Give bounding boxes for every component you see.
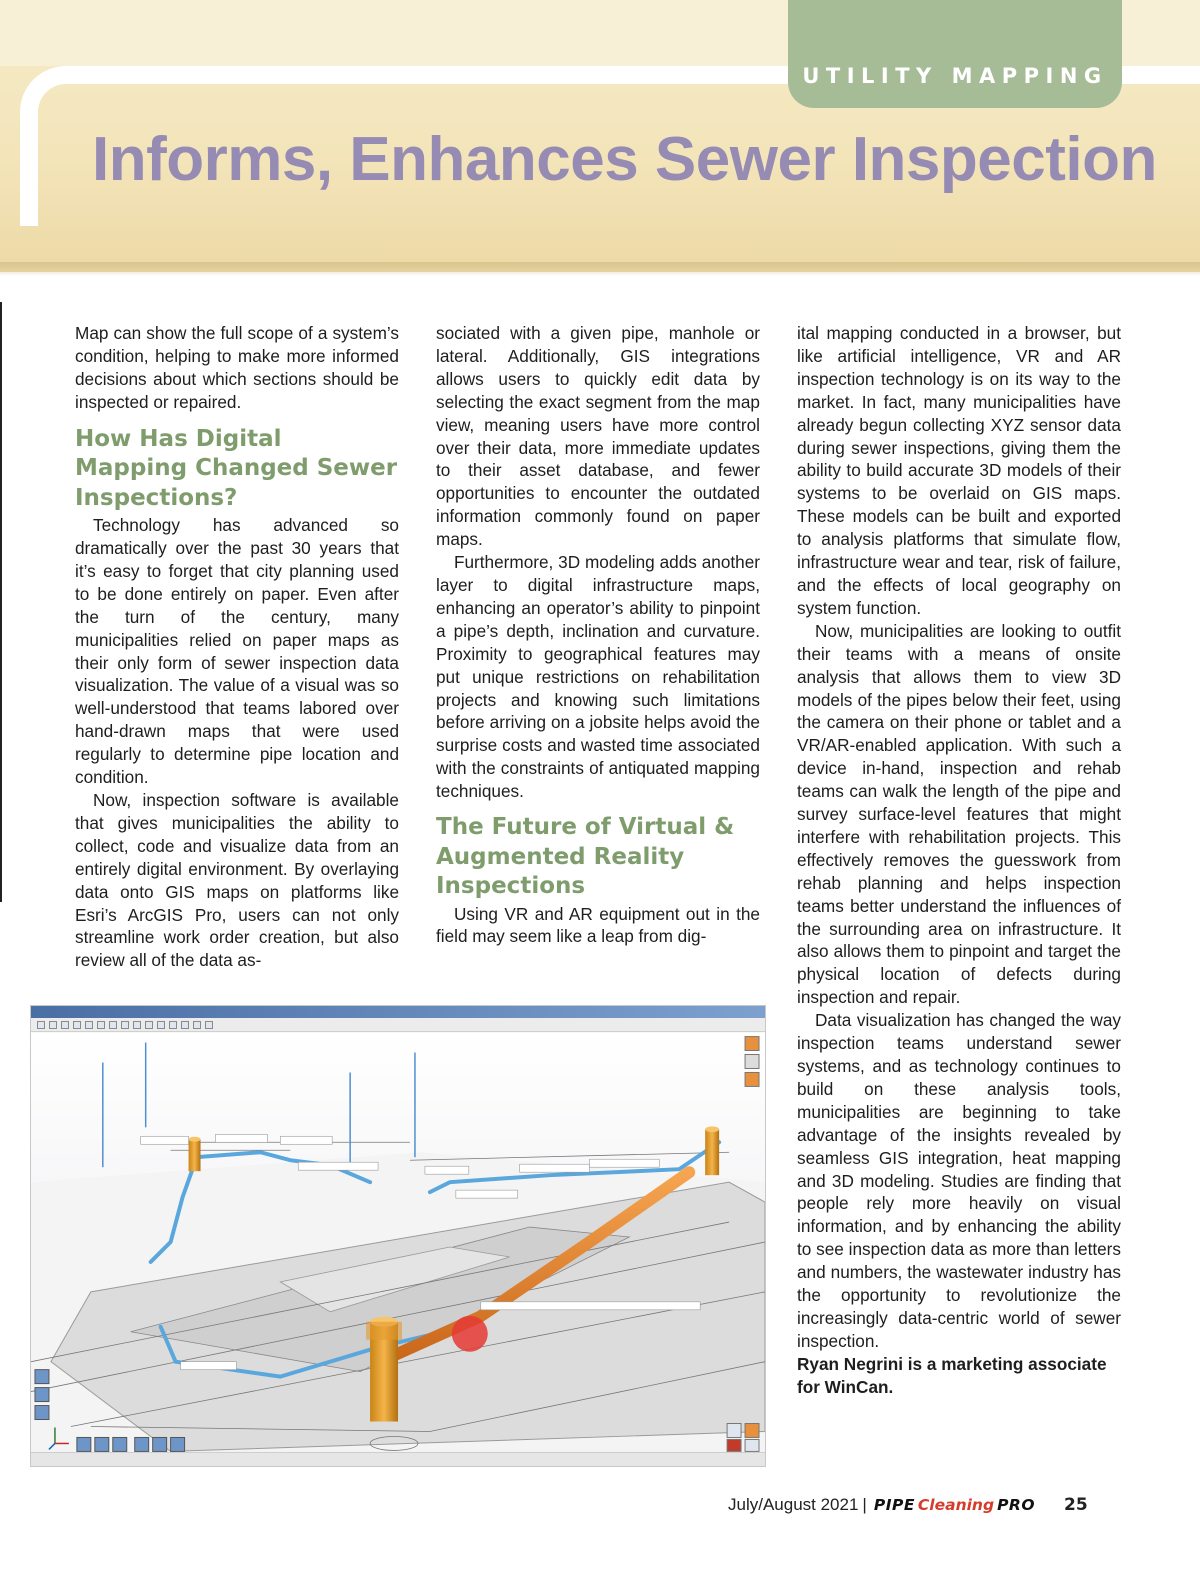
sewer-3d-model-figure — [30, 1005, 766, 1467]
figure-status-bar — [31, 1452, 765, 1466]
figure-3d-scene — [31, 1032, 765, 1452]
paragraph: ital mapping conducted in a browser, but like artificial intelligence, VR and AR inspection technology is on its way to the market. In fact, many municipalities have already begun collecting XYZ sensor data during sewer inspections, giving them the ability to build accurate 3D models of their systems to be overlaid on GIS maps. These models can be built and exported to analysis platforms that simulate flow, infrastructure wear and tear, risk of failure, and the effects of local geography on system function. — [797, 323, 1121, 618]
section-label: UTILITY MAPPING — [802, 64, 1108, 88]
defect-marker — [452, 1316, 488, 1352]
header-shadow — [0, 262, 1200, 276]
paragraph: sociated with a given pipe, manhole or lateral. Additionally, GIS integrations allows users to quickly edit data by selecting the exact segment from the map view, meaning users have more control over their data, more immediate updates to their asset database, and fewer opportunities to encounter the outdated information commonly found on paper maps. — [436, 323, 760, 550]
subheading-digital-mapping: How Has Digital Mapping Changed Sewer Inspections? — [75, 425, 398, 511]
page-number: 25 — [1064, 1495, 1088, 1515]
paragraph: Technology has advanced so dramatically over the past 30 years that it’s easy to forget that city planning used to be done entirely on paper. Even after the turn of the century, many municipalities relied on paper maps as their only form of sewer inspection data visualization. The value of a visual was so well-understood that teams labored over hand-drawn maps that were used regularly to determine pipe location and condition. — [75, 515, 399, 788]
issue-date: July/August 2021 — [728, 1495, 859, 1514]
column-2 — [436, 322, 760, 948]
paragraph: Data visualization has changed the way inspection teams understand sewer systems, and as technology continues to build on these analysis tools, municipalities are beginning to take advantage of the insights revealed by seamless GIS integration, heat mapping and 3D modeling. Studies are finding that people rely more heavily on visual information, and by enhancing the ability to see inspection data as more than letters and numbers, the wastewater industry has the opportunity to revolutionize the increasingly data-centric world of sewer inspection. — [797, 1010, 1121, 1351]
publication-name-part3: PRO — [997, 1496, 1036, 1514]
column-3 — [797, 322, 1121, 1399]
publication-name-part2: Cleaning — [917, 1496, 995, 1514]
figure-toolbar — [31, 1018, 765, 1032]
page-footer — [728, 1495, 1088, 1519]
footer-separator: | — [862, 1495, 867, 1514]
paragraph: Using VR and AR equipment out in the field may seem like a leap from dig- — [436, 903, 760, 947]
page-edge-line — [0, 302, 2, 902]
publication-name-part1: PIPE — [873, 1496, 915, 1514]
paragraph: Now, municipalities are looking to outfit their teams with a means of onsite analysis that allows them to view 3D models of the pipes below their feet, using the camera on their phone or tablet and a VR/AR-enabled application. With such a device in-hand, inspection and rehab teams can walk the length of the pipe and survey surface-level features that might interfere with rehabilitation projects. This effectively removes the guesswork from rehab planning and helps inspection teams better understand the influences of the surrounding area on infrastructure. It also allows them to pinpoint and target the physical location of defects during inspection and repair. — [797, 620, 1121, 1008]
author-byline: Ryan Negrini is a marketing associate for WinCan. — [797, 1353, 1107, 1397]
subheading-future-vr-ar: The Future of Virtual & Augmented Reality Inspections — [436, 814, 735, 900]
paragraph: Now, inspection software is available that gives municipalities the ability to collect, code and visualize data from an entirely digital environment. By overlaying data onto GIS maps on platforms like Esri’s ArcGIS Pro, users can not only streamline work order creation, but also review all of the data as- — [75, 790, 399, 971]
article-headline: Informs, Enhances Sewer Inspection — [92, 125, 1157, 194]
paragraph: Map can show the full scope of a system’s condition, helping to make more informed decisions about which sections should be inspected or repaired. — [75, 323, 399, 412]
section-tab — [788, 0, 1122, 108]
figure-window-titlebar — [31, 1006, 765, 1018]
column-1 — [75, 322, 399, 972]
paragraph: Furthermore, 3D modeling adds another layer to digital infrastructure maps, enhancing an operator’s ability to pinpoint a pipe’s depth, inclination and curvature. Proximity to geographical features may put unique restrictions on rehabilitation projects and knowing such limitations before arriving on a jobsite helps avoid the surprise costs and wasted time associated with the constraints of antiquated mapping techniques. — [436, 552, 760, 802]
